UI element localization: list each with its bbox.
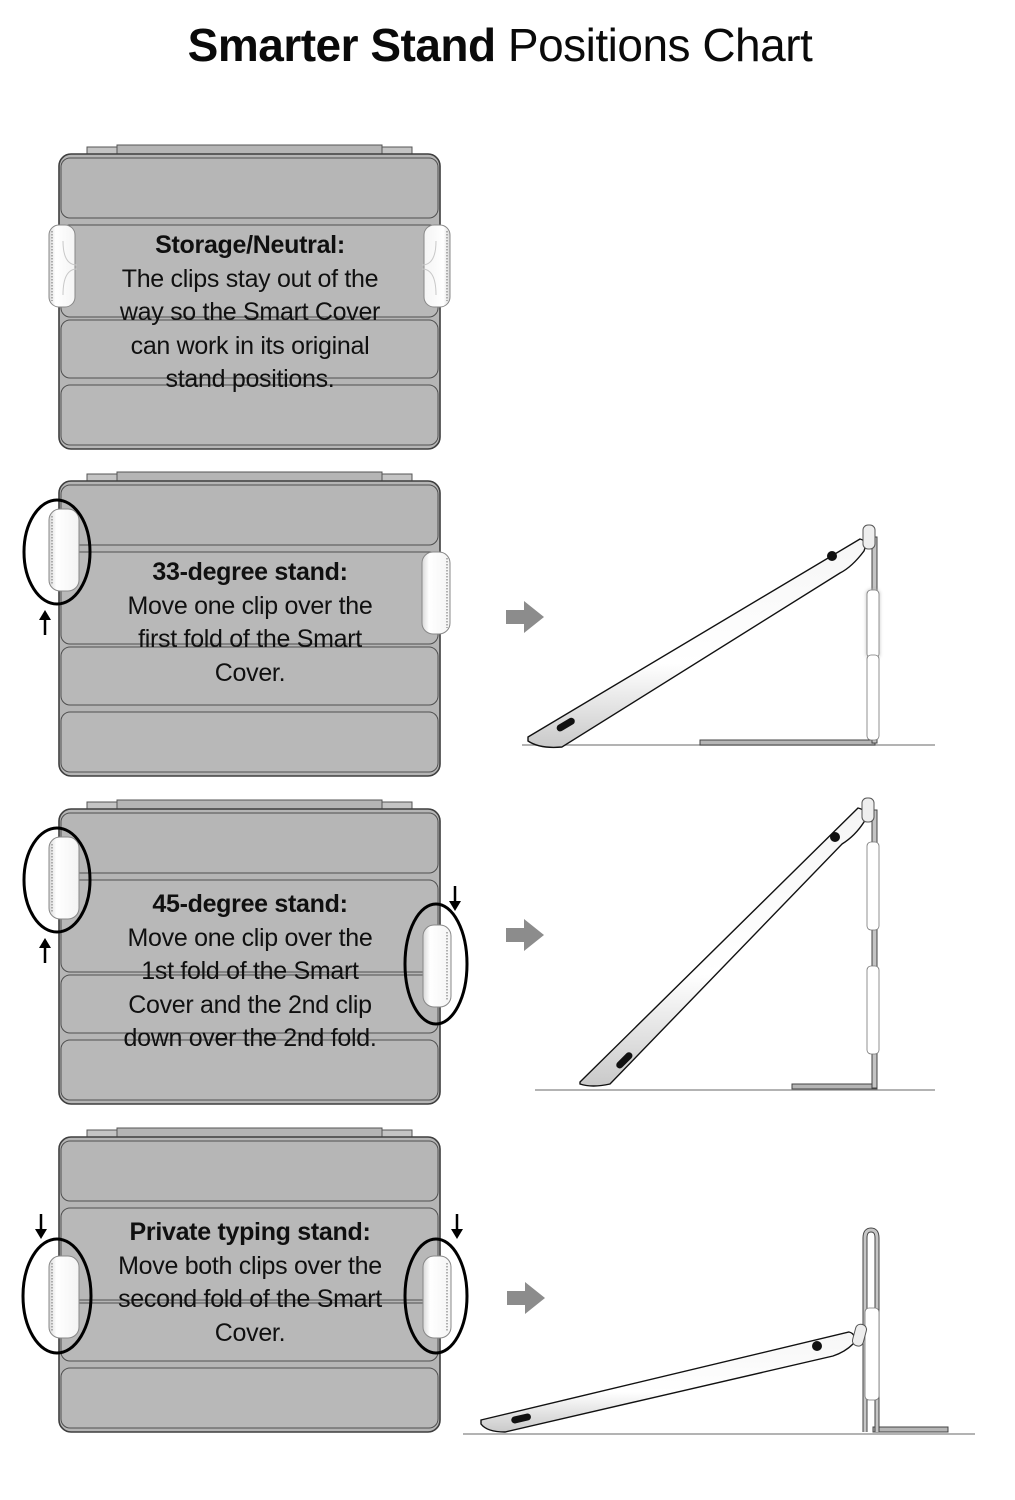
position-heading: Private typing stand:	[129, 1218, 371, 1246]
position-line: Move one clip over the	[127, 591, 373, 620]
right-clip	[422, 225, 450, 307]
position-line: Cover and the 2nd clip	[128, 990, 372, 1019]
position-line: way so the Smart Cover	[119, 298, 381, 326]
cover-caption	[100, 888, 400, 1056]
position-line: Move one clip over the	[127, 923, 373, 952]
cover-private-typing-stand	[55, 1128, 440, 1426]
position-line: second fold of the Smart	[118, 1285, 382, 1313]
position-line: first fold of the Smart	[138, 625, 362, 653]
arrow-up-icon	[39, 938, 51, 963]
position-heading: 33-degree stand:	[152, 558, 348, 586]
cover-caption	[95, 1216, 405, 1350]
arrow-up-icon	[39, 610, 51, 635]
position-line: 1st fold of the Smart	[141, 957, 359, 985]
cover-45-degree-stand	[55, 800, 440, 1098]
title-bold: Smarter Stand	[187, 19, 496, 71]
cover-storage-neutral	[55, 145, 440, 443]
position-heading: Storage/Neutral:	[155, 231, 345, 259]
tablet-side-view	[455, 1220, 995, 1450]
position-line: Cover.	[214, 658, 286, 687]
position-line: stand positions.	[165, 365, 335, 393]
tablet-side-view	[500, 515, 950, 765]
position-line: Cover.	[214, 1318, 286, 1347]
tablet-side-view	[500, 790, 950, 1100]
arrow-right-icon	[507, 1282, 545, 1314]
position-line: Move both clips over the	[118, 1251, 382, 1280]
position-line: down over the 2nd fold.	[123, 1024, 377, 1052]
arrow-down-icon	[449, 886, 461, 911]
cover-caption	[100, 556, 400, 690]
cover-caption	[100, 229, 400, 397]
arrow-down-icon	[35, 1214, 47, 1239]
position-line: can work in its original	[130, 331, 370, 360]
position-heading: 45-degree stand:	[152, 890, 348, 918]
left-clip	[49, 225, 77, 307]
arrow-right-icon	[506, 601, 544, 633]
arrow-right-icon	[506, 919, 544, 951]
cover-33-degree-stand	[55, 472, 440, 770]
chart-title	[0, 18, 1000, 72]
position-line: The clips stay out of the	[121, 264, 379, 293]
title-regular: Positions Chart	[507, 19, 813, 71]
